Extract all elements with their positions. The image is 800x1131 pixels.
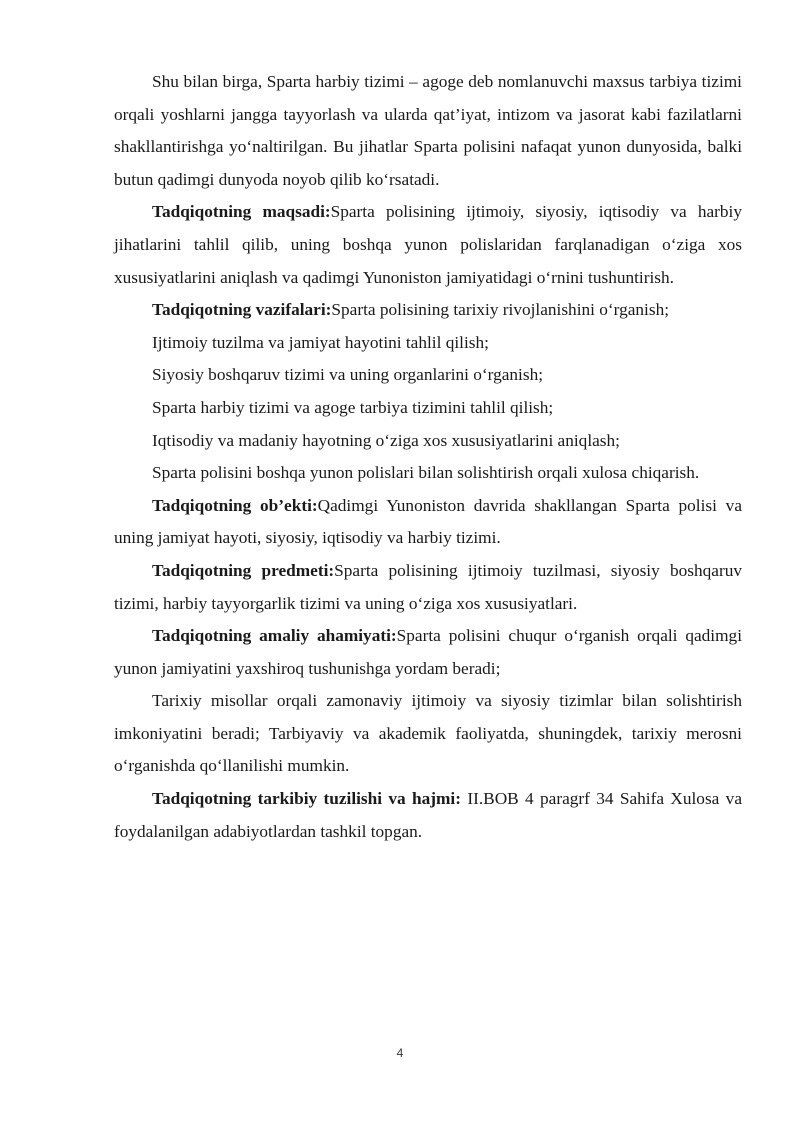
vazifalar-text: Sparta polisining tarixiy rivojlanishini o‘rganish;	[331, 300, 670, 320]
predmet-label: Tadqiqotning predmeti:	[152, 560, 335, 580]
document-page	[114, 66, 742, 848]
vazifa-item-6: Sparta polisini boshqa yunon polislari bilan solishtirish orqali xulosa chiqarish.	[152, 463, 700, 483]
tarkib-text: II.BOB 4 paragrf 34 Sahifa Xulosa va foydalanilgan adabiyotlardan tashkil topgan.	[114, 789, 742, 841]
predmet-text: Sparta polisining ijtimoiy tuzilmasi, siyosiy boshqaruv tizimi, harbiy tayyorgarlik tizimi va uning o‘ziga xos xususiyatlari.	[114, 560, 742, 613]
maqsad-text: Sparta polisining ijtimoiy, siyosiy, iqtisodiy va harbiy jihatlarini tahlil qilib, uning boshqa yunon polislaridan farqlanadigan o‘ziga xos xususiyatlarini aniqlash va qadimgi Yunoniston jamiyatidagi o‘rnini tushuntirish.	[114, 202, 742, 287]
page-number: 4	[396, 1046, 404, 1060]
obekt-paragraph	[114, 490, 742, 555]
predmet-paragraph	[114, 555, 742, 620]
intro-paragraph	[114, 66, 742, 196]
amaliy-paragraph	[114, 620, 742, 685]
obekt-label: Tadqiqotning ob’ekti:	[152, 495, 318, 515]
amaliy-label: Tadqiqotning amaliy ahamiyati:	[152, 626, 397, 646]
amaliy-paragraph-2: Tarixiy misollar orqali zamonaviy ijtimoiy va siyosiy tizimlar bilan solishtirish imkoniyatini beradi; Tarbiyaviy va akademik faoliyatda, shuningdek, tarixiy merosni o‘rganishda qo‘llanilishi mumkin.	[114, 691, 742, 776]
vazifa-item-3: Siyosiy boshqaruv tizimi va uning organlarini o‘rganish;	[152, 365, 544, 385]
amaliy-text: Sparta polisini chuqur o‘rganish orqali qadimgi yunon jamiyatini yaxshiroq tushunishga yordam beradi;	[114, 626, 742, 678]
vazifalar-paragraph	[114, 294, 742, 327]
tarkib-paragraph	[114, 783, 742, 848]
obekt-text: Qadimgi Yunoniston davrida shakllangan Sparta polisi va uning jamiyat hayoti, siyosiy, iqtisodiy va harbiy tizimi.	[114, 495, 742, 548]
maqsad-paragraph	[114, 196, 742, 294]
vazifa-item-5: Iqtisodiy va madaniy hayotning o‘ziga xos xususiyatlarini aniqlash;	[152, 430, 620, 450]
vazifa-item-4: Sparta harbiy tizimi va agoge tarbiya tizimini tahlil qilish;	[152, 397, 554, 417]
vazifalar-label: Tadqiqotning vazifalari:	[152, 300, 332, 320]
vazifa-item-2: Ijtimoiy tuzilma va jamiyat hayotini tahlil qilish;	[152, 332, 489, 352]
maqsad-label: Tadqiqotning maqsadi:	[152, 202, 331, 222]
tarkib-label: Tadqiqotning tarkibiy tuzilishi va hajmi:	[152, 789, 461, 809]
intro-text: Shu bilan birga, Sparta harbiy tizimi – agoge deb nomlanuvchi maxsus tarbiya tizimi orqali yoshlarni jangga tayyorlash va ularda qat’iyat, intizom va jasorat kabi fazilatlarni shakllantirishga yo‘naltirilgan. Bu jihatlar Sparta polisini nafaqat yunon dunyosida, balki butun qadimgi dunyoda noyob qilib ko‘rsatadi.	[114, 72, 742, 189]
